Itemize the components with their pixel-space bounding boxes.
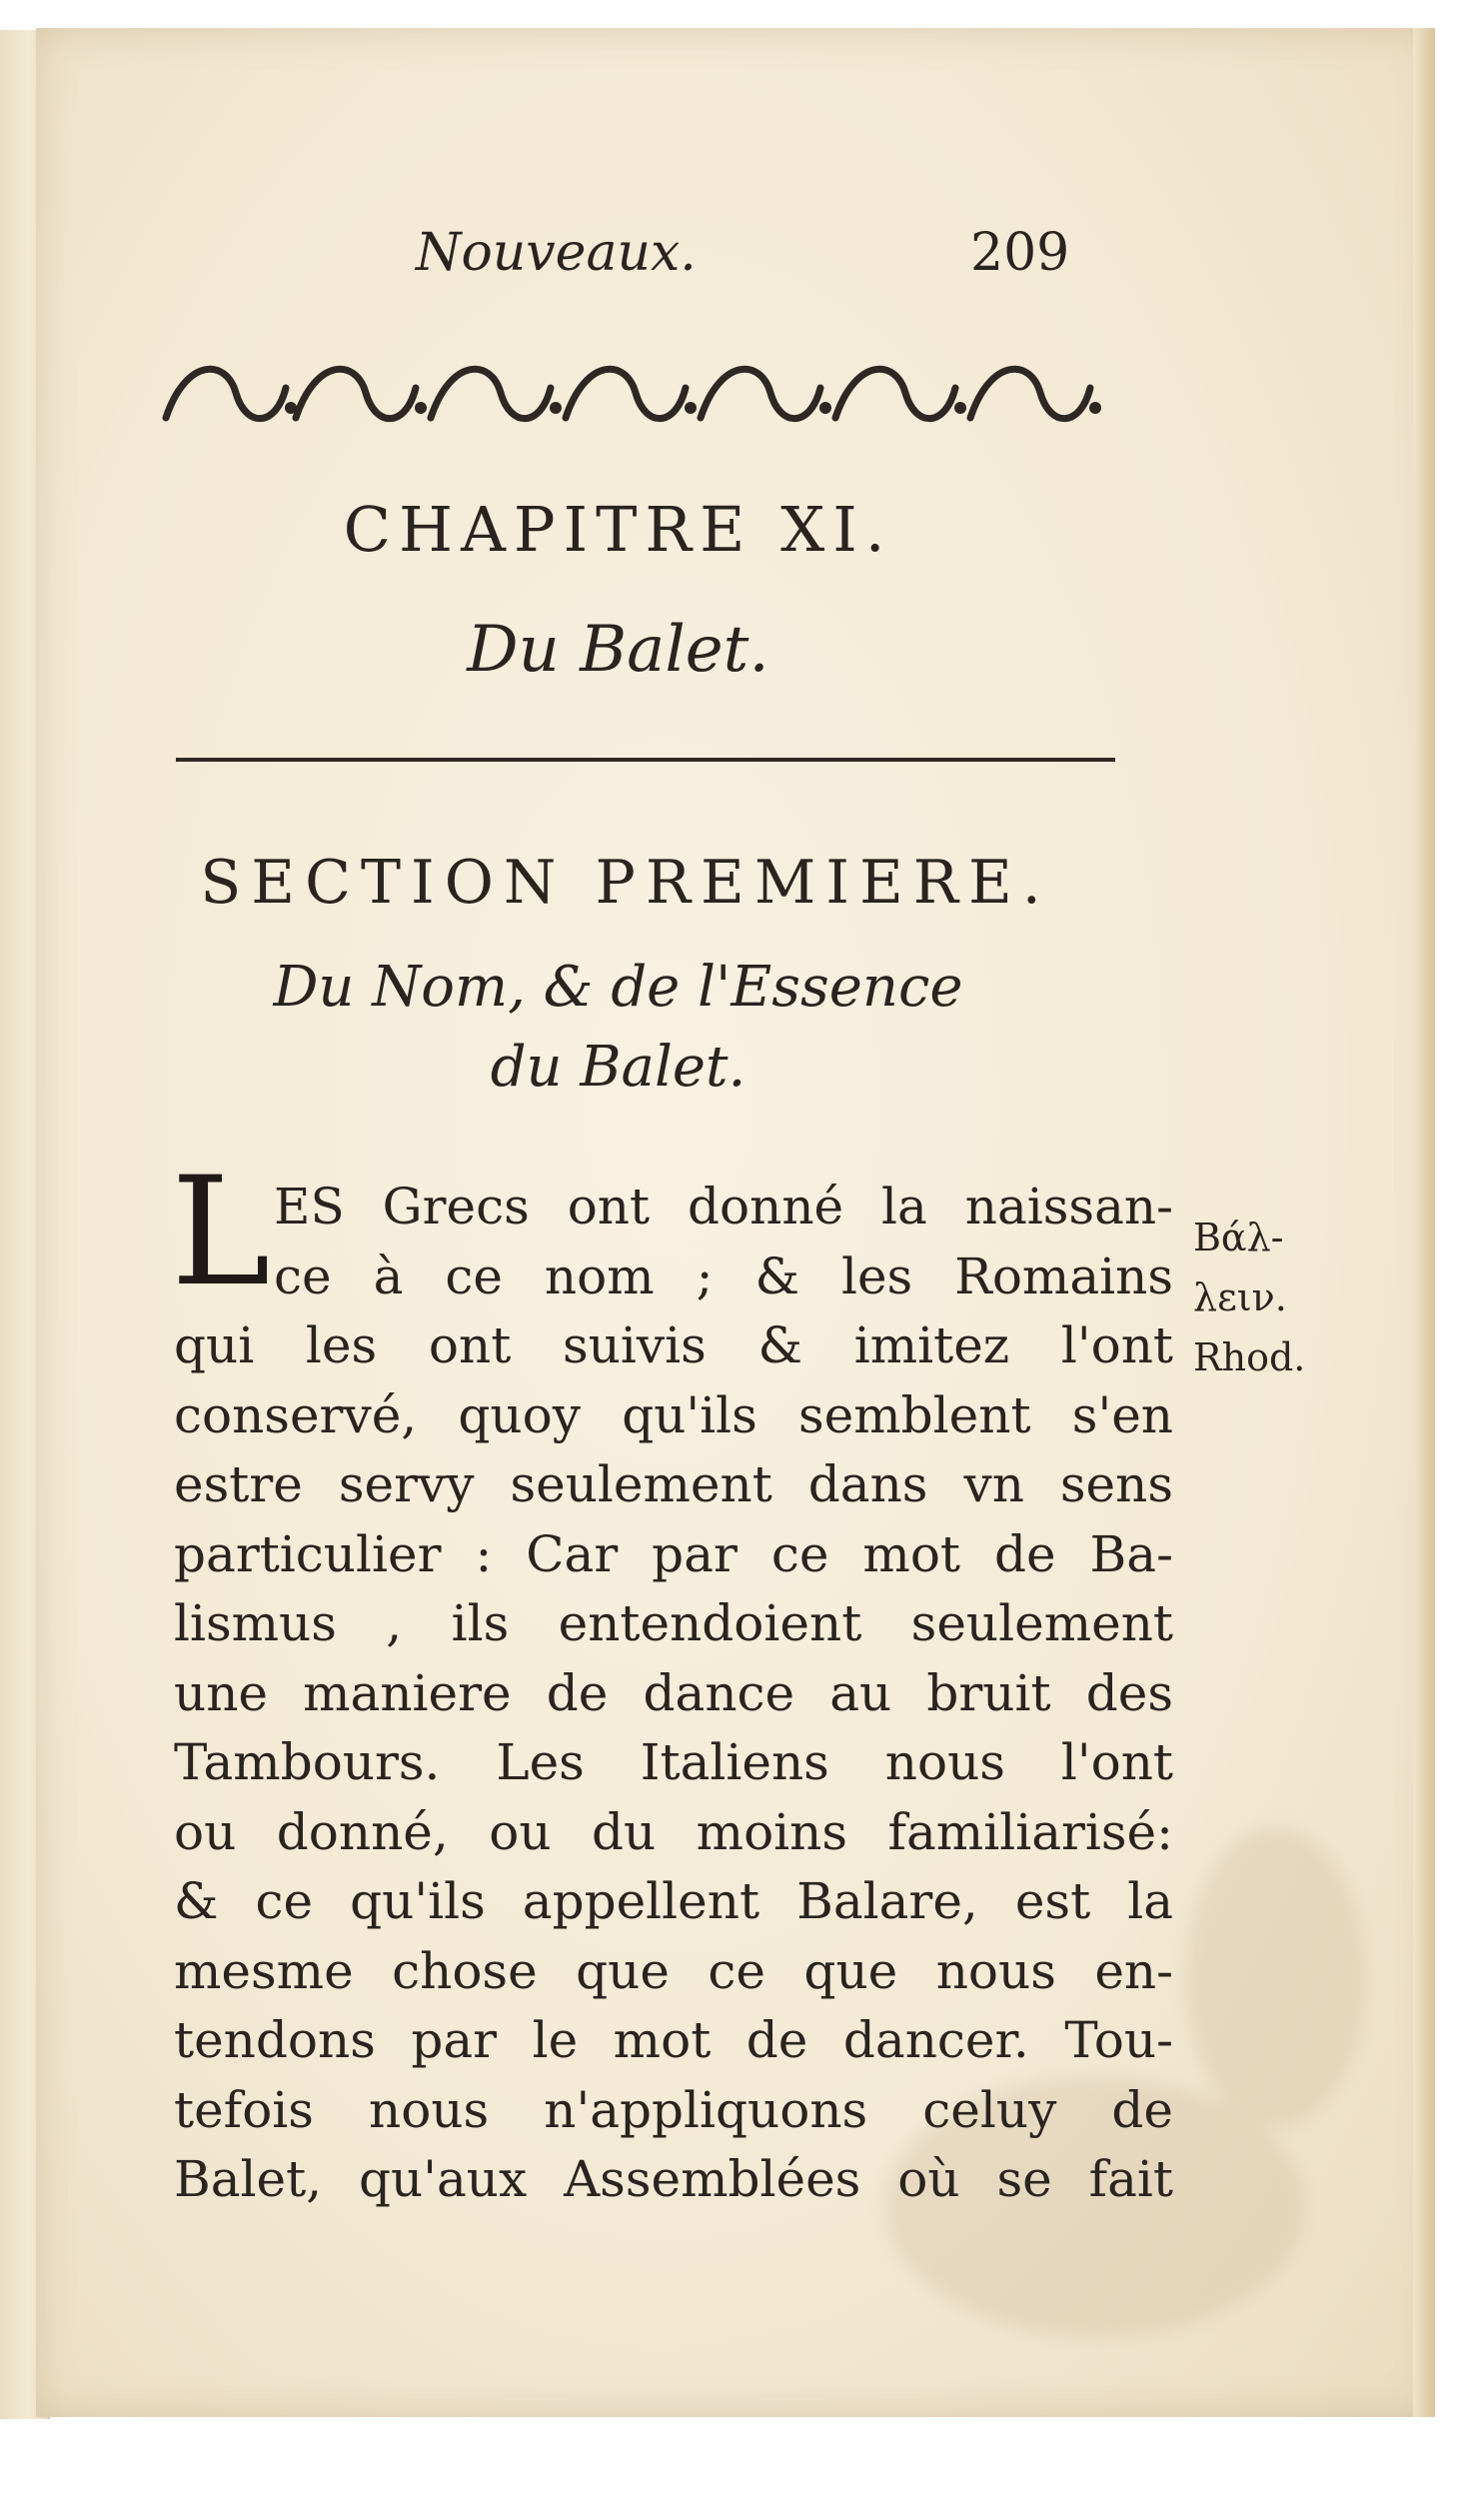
body-line: ou donné, ou du moins familiarisé:: [174, 1802, 1173, 1861]
ornament-band-icon: [146, 338, 1145, 448]
drop-cap: L: [171, 1146, 271, 1319]
body-line: particulier : Car par ce mot de Ba-: [174, 1524, 1173, 1583]
page-number: 209: [970, 223, 1070, 283]
chapter-title: CHAPITRE XI.: [343, 493, 893, 566]
body-line: estre servy seulement dans vn sens: [174, 1455, 1173, 1513]
body-line: ce à ce nom ; & les Romains: [274, 1247, 1173, 1305]
body-line: qui les ont suivis & imitez l'ont: [174, 1316, 1173, 1374]
body-line: & ce qu'ils appellent Balare, est la: [174, 1872, 1173, 1930]
horizontal-rule: [176, 758, 1115, 762]
body-line: ES Grecs ont donné la naissan-: [274, 1178, 1173, 1236]
chapter-subtitle: Du Balet.: [467, 613, 769, 687]
marginal-note-line: Rhod.: [1193, 1335, 1306, 1379]
section-subtitle-line: Du Nom, & de l'Essence: [273, 955, 963, 1020]
body-line: une maniere de dance au bruit des: [174, 1663, 1173, 1722]
marginal-note-line: Βάλ-: [1193, 1216, 1284, 1259]
running-title: Nouveaux.: [416, 223, 697, 283]
body-text: [174, 1173, 1173, 2215]
body-line: lismus , ils entendoient seulement: [174, 1594, 1173, 1652]
body-line: tendons par le mot de dancer. Tou-: [174, 2011, 1173, 2069]
marginal-note-line: λειν.: [1193, 1275, 1287, 1319]
section-subtitle: [36, 948, 1200, 1108]
section-title: SECTION PREMIERE.: [200, 848, 1051, 918]
body-line: tefois nous n'appliquons celuy de: [174, 2080, 1173, 2139]
section-subtitle-line: du Balet.: [490, 1035, 746, 1100]
marginal-note: [1193, 1208, 1305, 1387]
body-line: Tambours. Les Italiens nous l'ont: [174, 1733, 1173, 1791]
paper-stain: [1185, 1827, 1365, 2127]
page-edge: [1413, 28, 1435, 2417]
book-page: [36, 28, 1435, 2417]
body-line: conservé, quoy qu'ils semblent s'en: [174, 1385, 1173, 1444]
body-line: mesme chose que ce que nous en-: [174, 1941, 1173, 2000]
body-line: Balet, qu'aux Assemblées où se fait: [174, 2150, 1173, 2208]
